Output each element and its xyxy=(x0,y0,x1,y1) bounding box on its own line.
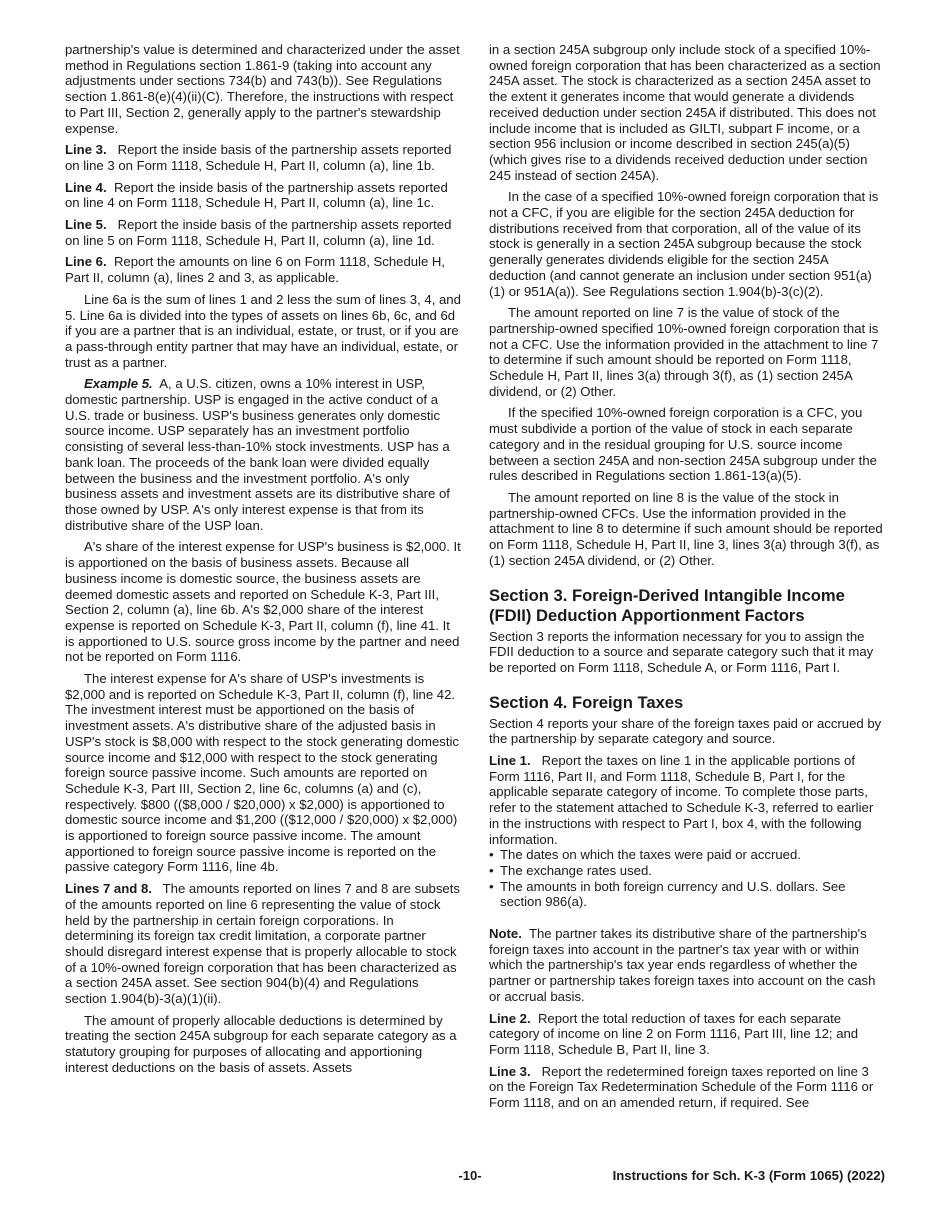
page-number: -10- xyxy=(458,1168,482,1183)
left-column xyxy=(65,42,463,1082)
example-5-paragraph xyxy=(65,376,463,533)
section-3-heading: Section 3. Foreign-Derived Intangible Income (FDII) Deduction Apportionment Factors xyxy=(489,585,845,625)
line-5-paragraph xyxy=(65,217,463,248)
line-5-text: Report the inside basis of the partnership assets reported on line 5 on Form 1118, Schedule H, Part II, column (a), line 1d. xyxy=(65,217,452,248)
bullet-list xyxy=(489,847,887,910)
example-5-label: Example 5. xyxy=(84,376,153,392)
line-4-paragraph xyxy=(65,180,463,211)
line-1-paragraph xyxy=(489,753,887,847)
note-paragraph xyxy=(489,926,887,1005)
list-item: • The dates on which the taxes were paid or accrued. xyxy=(489,847,887,863)
paragraph: In the case of a specified 10%-owned foreign corporation that is not a CFC, if you are eligible for the section 245A deduction for distributions received from that corporation, all of the value of its stock is generally in a section 245A subgroup because the stock generally generates dividends eligible for the section 245A deduction (and cannot generate an inclusion under section 951(a)(1) or 951A(a)). See Regulations section 1.904(b)-3(c)(2). xyxy=(489,189,879,299)
line-2-label: Line 2. xyxy=(489,1010,531,1026)
lines-7-8-text: The amounts reported on lines 7 and 8 are subsets of the amounts reported on line 6 representing the value of stock held by the partnership in certain foreign corporations. In determining its foreign tax credit limitation, a corporate partner should disregard interest expense that is properly allocable to stock of a 10%-owned foreign corporation that has been characterized as a section 245A asset. See section 904(b)(4) and Regulations section 1.904(b)-3(a)(1)(ii). xyxy=(65,881,460,1007)
line-6-label: Line 6. xyxy=(65,254,107,270)
lines-7-8-label: Lines 7 and 8. xyxy=(65,881,152,897)
section-4-text: Section 4 reports your share of the foreign taxes paid or accrued by the partnership by separate category and source. xyxy=(489,715,882,747)
line-1-label: Line 1. xyxy=(489,753,531,769)
paragraph: partnership's value is determined and characterized under the asset method in Regulations section 1.861-9 (taking into account any adjustments under sections 734(b) and 743(b)). See Regulations section 1.861-8(e)(4)(ii)(C). Therefore, the instructions with respect to Part III, Section 2, generally apply to the partner's stewardship expense. xyxy=(65,42,460,136)
list-item: • The exchange rates used. xyxy=(489,863,887,879)
paragraph: The interest expense for A's share of USP's investments is $2,000 and is reported on Schedule K-3, Part II, column (f), line 42. The investment interest must be apportioned on the basis of investment assets. A's distributive share of the adjusted basis in USP's stock is $8,000 with respect to the stock generating domestic source income and $12,000 with respect to the stock generating foreign source passive income. Such amounts are reported on Schedule K-3, Part III, Section 2, line 6c, columns (a) and (c), respectively. $800 (($8,000 / $20,000) x $2,000) is apportioned to domestic source income and $1,200 (($12,000 / $20,000) x $2,000) is apportioned to foreign source passive income. The amount apportioned to foreign source passive income is reported on the passive category Form 1116, line 4b. xyxy=(65,671,460,875)
list-item: • The amounts in both foreign currency and U.S. dollars. See section 986(a). xyxy=(489,879,887,910)
line-2-paragraph xyxy=(489,1011,887,1058)
section-4-heading: Section 4. Foreign Taxes xyxy=(489,692,684,712)
footer-title: Instructions for Sch. K-3 (Form 1065) (2022) xyxy=(612,1168,885,1183)
line-5-label: Line 5. xyxy=(65,217,107,233)
paragraph: A's share of the interest expense for USP's business is $2,000. It is apportioned on the basis of business assets. Because all business income is domestic source, the business assets are deemed domestic assets and reported on Schedule K-3, Part III, Section 2, column (a), line 6b. A's $2,000 share of the interest expense is reported on Schedule K-3, Part II, column (f), line 41. It is apportioned to U.S. source gross income by the partner and need not be reported on Form 1116. xyxy=(65,539,461,665)
lines-7-8-paragraph xyxy=(65,881,463,1007)
paragraph: The amount reported on line 8 is the value of the stock in partnership-owned CFCs. Use the information provided in the attachment to line 8 to determine if such amount should be reported on Form 1118, Schedule H, Part II, line 3, lines 3(a) through 3(f), as (1) section 245A dividend, or (2) Other. xyxy=(489,489,883,568)
line-6a-paragraph: Line 6a is the sum of lines 1 and 2 less the sum of lines 3, 4, and 5. Line 6a is divided into the types of assets on lines 6b, 6c, and 6d if you are a partner that is an individual, estate, or trust, or if you are a pass-through entity partner that may have an individual, estate, or trust as a partner. xyxy=(65,291,461,370)
line-2-text: Report the total reduction of taxes for each separate category of income on line 2 on Form 1116, Part III, line 12; and Form 1118, Schedule B, Part II, line 3. xyxy=(489,1010,859,1057)
line-3-paragraph xyxy=(65,142,463,173)
line-3-text: Report the inside basis of the partnership assets reported on line 3 on Form 1118, Schedule H, Part II, column (a), line 1b. xyxy=(65,142,452,173)
paragraph: If the specified 10%-owned foreign corporation is a CFC, you must subdivide a portion of the value of stock in each separate category and in the residual grouping for U.S. source income between a section 245A and non-section 245A subgroup under the rules described in Regulations section 1.861-13(a)(5). xyxy=(489,405,877,484)
section-3-text: Section 3 reports the information necessary for you to assign the FDII deduction to a source and separate category such that it may be reported on Form 1118, Schedule A, or Form 1116, Part I. xyxy=(489,628,874,675)
paragraph: The amount reported on line 7 is the value of stock of the partnership-owned specified 10%-owned foreign corporation that is not a CFC. Use the information provided in the attachment to line 7 to determine if such amount should be reported on Form 1118, Schedule H, Part II, lines 3(a) through 3(f), as (1) section 245A dividend, or (2) Other. xyxy=(489,305,879,399)
paragraph: in a section 245A subgroup only include stock of a specified 10%-owned foreign corporation that has been characterized as a section 245A asset. The stock is characterized as a section 245A asset to the extent it generates income that would generate a dividends received deduction under section 245A if distributed. This does not include income that is included as GILTI, subpart F income, or a section 956 inclusion or income described in section 245(a)(5) (which gives rise to a dividends received deduction under section 245 instead of section 245A). xyxy=(489,42,881,183)
paragraph: The amount of properly allocable deductions is determined by treating the section 245A subgroup for each separate category as a statutory grouping for purposes of allocating and apportioning interest deductions on the basis of assets. Assets xyxy=(65,1012,457,1075)
line-1-text: Report the taxes on line 1 in the applicable portions of Form 1116, Part II, and Form 1118, Schedule B, Part I, for the applicable separate category of income. To complete those parts, refer to the statement attached to Schedule K-3, referred to earlier in the instructions with respect to Part I, box 4, with the following information. xyxy=(489,753,874,847)
line-3-label: Line 3. xyxy=(65,142,107,158)
line-4-label: Line 4. xyxy=(65,179,107,195)
right-column xyxy=(489,42,887,1117)
line-4-text: Report the inside basis of the partnership assets reported on line 4 on Form 1118, Schedule H, Part II, column (a), line 1c. xyxy=(65,179,448,211)
line-6-text: Report the amounts on line 6 on Form 1118, Schedule H, Part II, column (a), lines 2 and 3, as applicable. xyxy=(65,254,446,286)
line-3-label-right: Line 3. xyxy=(489,1063,531,1079)
note-label: Note. xyxy=(489,926,522,942)
line-6-paragraph xyxy=(65,254,463,285)
example-5-text: A, a U.S. citizen, owns a 10% interest in USP, domestic partnership. USP is engaged in the active conduct of a U.S. trade or business. USP's business generates only domestic source income. USP separately has an investment portfolio consisting of several less-than-10% stock investments. USP has a bank loan. The proceeds of the bank loan were divided equally between the business and the investment portfolio. A's only business assets and investment assets are its distributive share of those owned by USP. A's only interest expense is that from its distributive share of the USP loan. xyxy=(65,376,450,533)
line-3-text-right: Report the redetermined foreign taxes reported on line 3 on the Foreign Tax Redetermination Schedule of the Form 1116 or Form 1118, and on an amended return, if required. See xyxy=(489,1063,874,1111)
line-3-paragraph-right xyxy=(489,1064,887,1111)
note-text: The partner takes its distributive share of the partnership's foreign taxes into account in the partner's tax year with or within which the partnership's tax year ends regardless of whether the partner or partnership takes foreign taxes into account on the cash or accrual basis. xyxy=(489,926,876,1004)
